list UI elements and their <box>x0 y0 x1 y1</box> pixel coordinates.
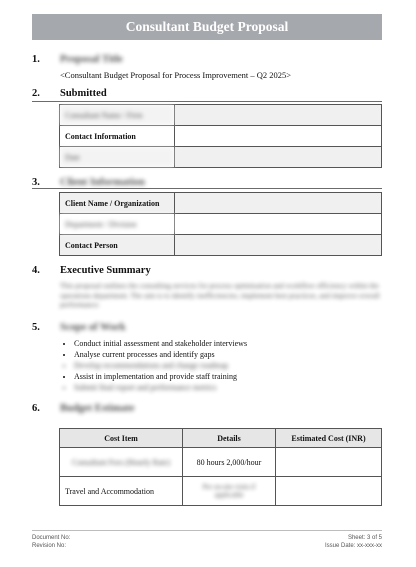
budget-header: Estimated Cost (INR) <box>276 429 382 448</box>
submitted-value-cell <box>175 105 382 126</box>
section-title-scope: Scope of Work <box>60 322 126 333</box>
budget-header: Details <box>183 429 276 448</box>
budget-header: Cost Item <box>60 429 183 448</box>
client-value-cell <box>175 193 382 214</box>
section-title-summary: Executive Summary <box>60 265 151 276</box>
section-number: 1. <box>32 54 40 65</box>
proposal-title-value: <Consultant Budget Proposal for Process Improvement – Q2 2025> <box>60 70 292 80</box>
section-number: 6. <box>32 403 40 414</box>
submitted-label: Date <box>60 147 175 168</box>
section-number: 5. <box>32 322 40 333</box>
submitted-value-cell <box>175 126 382 147</box>
client-label: Department / Division <box>60 214 175 235</box>
budget-cost <box>276 448 382 477</box>
footer-revision-no: Revision No: <box>32 543 67 549</box>
scope-item: • Assist in implementation and provide staff training <box>74 371 247 382</box>
client-label: Contact Person <box>60 235 175 256</box>
section-divider <box>32 101 382 102</box>
section-number: 4. <box>32 265 40 276</box>
submitted-label: Contact Information <box>60 126 175 147</box>
budget-cost <box>276 477 382 506</box>
footer-issue-date: Issue Date: xx-xxx-xx <box>324 543 382 549</box>
client-label: Client Name / Organization <box>60 193 175 214</box>
footer-document-no: Document No: <box>32 535 71 541</box>
client-value-cell <box>175 214 382 235</box>
footer-divider <box>32 530 382 531</box>
section-title-client: Client Information <box>60 177 145 188</box>
client-value-cell <box>175 235 382 256</box>
section-divider <box>32 188 382 189</box>
budget-table <box>59 428 382 506</box>
scope-item: • Conduct initial assessment and stakeholder interviews <box>74 338 247 349</box>
scope-item: • Submit final report and performance metrics <box>74 382 247 393</box>
section-title-proposal: Proposal Title <box>60 54 123 65</box>
budget-item: Consultant Fees (Hourly Rate) <box>60 448 183 477</box>
client-table <box>59 192 382 256</box>
section-number: 2. <box>32 88 40 99</box>
submitted-table <box>59 104 382 168</box>
section-title-submitted: Submitted <box>60 88 107 99</box>
executive-summary-text: This proposal outlines the consulting services for process optimisation and workflow efficiency within the operations department. The aim is to identify inefficiencies, implement best practices, and improve overall performance. <box>60 281 380 309</box>
scope-item: • Analyse current processes and identify gaps <box>74 349 247 360</box>
document-title: Consultant Budget Proposal <box>32 14 382 40</box>
budget-item: Travel and Accommodation <box>60 477 183 506</box>
submitted-label: Consultant Name / Firm <box>60 105 175 126</box>
section-number: 3. <box>32 177 40 188</box>
section-title-budget: Budget Estimate <box>60 403 135 414</box>
budget-details: 80 hours 2,000/hour <box>183 448 276 477</box>
submitted-value-cell <box>175 147 382 168</box>
scope-list <box>60 338 247 393</box>
scope-item: • Develop recommendations and change roadmap <box>74 360 247 371</box>
budget-details: Per on-site visits if applicable <box>183 477 276 506</box>
footer-sheet: Sheet: 3 of 5 <box>347 535 382 541</box>
